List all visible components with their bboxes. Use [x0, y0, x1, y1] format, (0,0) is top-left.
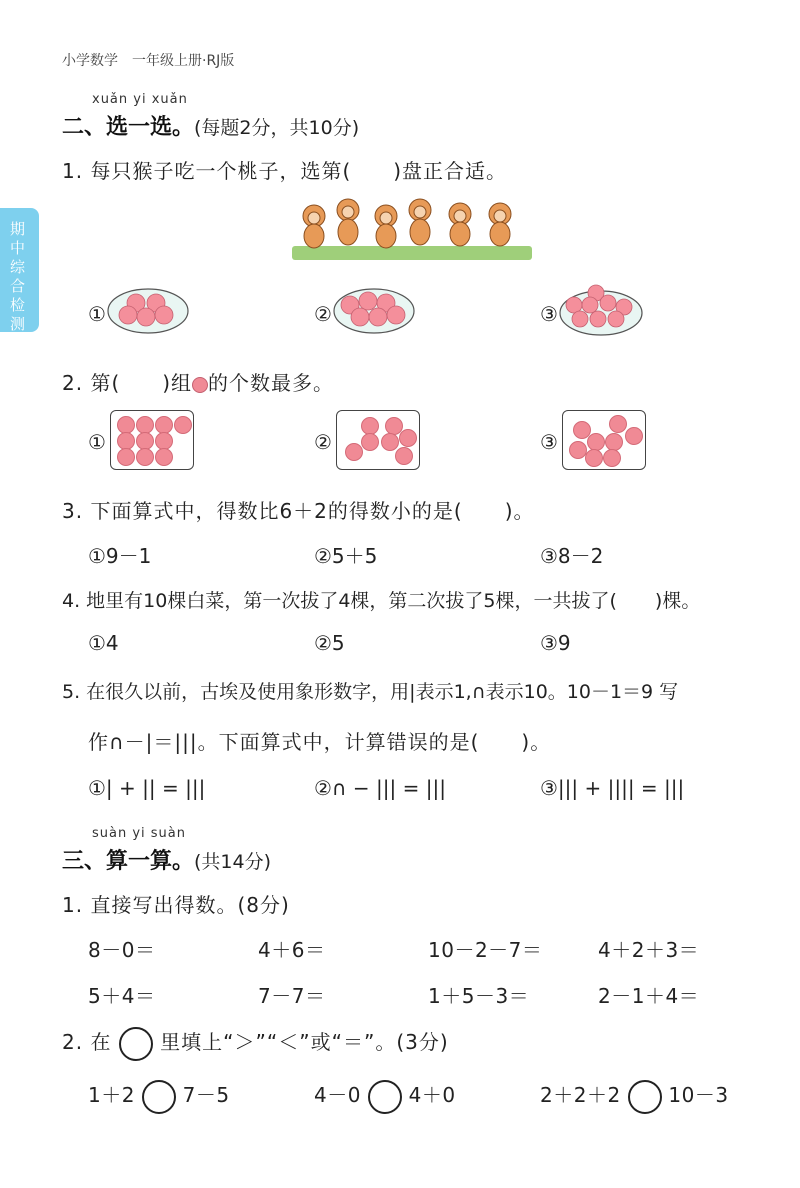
- calc-1[interactable]: 8－0＝: [88, 938, 156, 962]
- plate-3: [558, 281, 644, 337]
- monkey-4: [409, 199, 431, 245]
- page-header: 小学数学 一年级上册·RJ版: [62, 53, 235, 69]
- q5-option-3[interactable]: ③||| + |||| = |||: [540, 776, 685, 800]
- question-2-5-line2: 作∩－|＝|||。下面算式中，计算错误的是( )。: [88, 730, 552, 754]
- calc-7[interactable]: 1＋5－3＝: [428, 984, 530, 1008]
- q4-option-2[interactable]: ②5: [314, 631, 345, 655]
- section2-pinyin: xuǎn yi xuǎn: [92, 92, 188, 107]
- calc-6[interactable]: 7－7＝: [258, 984, 326, 1008]
- compare-item-3: 2＋2＋2 10－3: [540, 1079, 729, 1114]
- question-3-1: 1. 直接写出得数。(8分): [62, 893, 290, 917]
- monkey-5: [449, 203, 471, 246]
- plate-2: [332, 283, 416, 335]
- question-2-2: 2. 第( )组 的个数最多。: [62, 371, 335, 395]
- q4-option-3[interactable]: ③9: [540, 631, 571, 655]
- monkey-2: [337, 199, 359, 245]
- q3-option-3[interactable]: ③8－2: [540, 544, 604, 568]
- q2-option-3-label[interactable]: ③: [540, 430, 558, 454]
- compare-blank-1[interactable]: [142, 1080, 176, 1114]
- calc-3[interactable]: 10－2－7＝: [428, 938, 543, 962]
- q2-option-1-label[interactable]: ①: [88, 430, 106, 454]
- plate-1: [106, 283, 190, 335]
- q1-option-3-label[interactable]: ③: [540, 302, 558, 326]
- q5-option-1[interactable]: ①| + || = |||: [88, 776, 206, 800]
- monkey-6: [489, 203, 511, 246]
- section2-title: 二、选一选。: [62, 115, 195, 140]
- calc-5[interactable]: 5＋4＝: [88, 984, 156, 1008]
- q2-option-2-label[interactable]: ②: [314, 430, 332, 454]
- dot-group-3: [562, 410, 646, 470]
- compare-circle-icon: [119, 1027, 153, 1061]
- question-2-4: 4. 地里有10棵白菜，第一次拔了4棵，第二次拔了5棵，一共拔了( )棵。: [62, 590, 701, 612]
- q1-option-1-label[interactable]: ①: [88, 302, 106, 326]
- q1-option-2-label[interactable]: ②: [314, 302, 332, 326]
- dot-group-2: [336, 410, 420, 470]
- calc-2[interactable]: 4＋6＝: [258, 938, 326, 962]
- section3-heading: [62, 844, 271, 875]
- monkeys-illustration: [292, 196, 532, 262]
- monkey-3: [375, 205, 397, 248]
- q3-option-2[interactable]: ②5＋5: [314, 544, 378, 568]
- dot-group-1: [110, 410, 194, 470]
- question-2-5-line1: 5. 在很久以前，古埃及使用象形数字，用|表示1,∩表示10。10－1＝9 写: [62, 681, 679, 703]
- q3-option-1[interactable]: ①9－1: [88, 544, 152, 568]
- calc-8[interactable]: 2－1＋4＝: [598, 984, 700, 1008]
- question-2-3: 3. 下面算式中，得数比6＋2的得数小的是( )。: [62, 499, 535, 523]
- q4-option-1[interactable]: ①4: [88, 631, 119, 655]
- section3-note: (共14分): [194, 851, 272, 873]
- peach-dot-icon: [192, 377, 208, 393]
- calc-4[interactable]: 4＋2＋3＝: [598, 938, 700, 962]
- compare-item-2: 4－0 4＋0: [314, 1079, 456, 1114]
- section3-title: 三、算一算。: [62, 849, 195, 874]
- compare-blank-3[interactable]: [628, 1080, 662, 1114]
- q5-option-2[interactable]: ②∩ − ||| = |||: [314, 776, 446, 800]
- compare-blank-2[interactable]: [368, 1080, 402, 1114]
- monkey-1: [303, 205, 325, 248]
- compare-item-1: 1＋2 7－5: [88, 1079, 230, 1114]
- section2-heading: [62, 110, 359, 141]
- side-tab: 期中综合检测: [0, 208, 39, 332]
- question-2-1: 1. 每只猴子吃一个桃子，选第( )盘正合适。: [62, 159, 508, 183]
- section3-pinyin: suàn yi suàn: [92, 826, 187, 841]
- section2-note: (每题2分，共10分): [194, 117, 360, 139]
- question-3-2: 2. 在 里填上“＞”“＜”或“＝”。(3分): [62, 1026, 449, 1061]
